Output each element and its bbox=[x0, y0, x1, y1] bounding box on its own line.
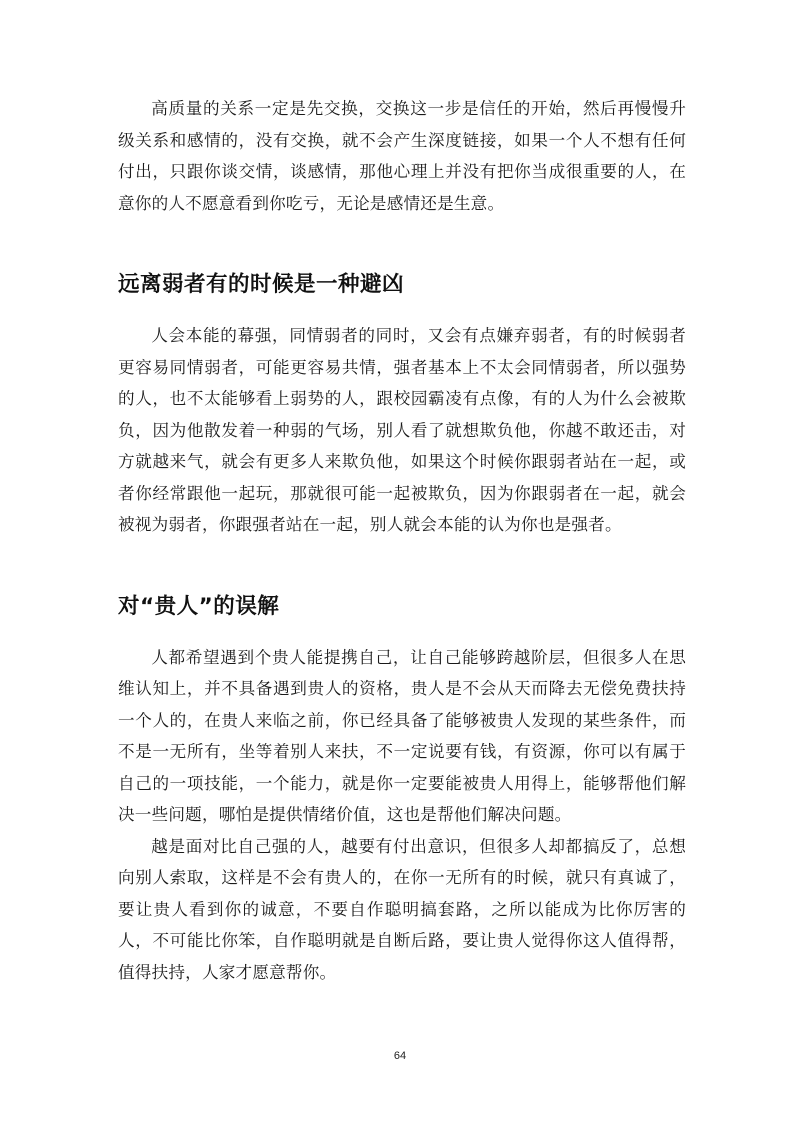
paragraph-benefactor-sincerity: 越是面对比自己强的人，越要有付出意识，但很多人却都搞反了，总想向别人索取，这样是不会有贵人的，在你一无所有的时候，就只有真诚了，要让贵人看到你的诚意，不要自作聪明搞套路，之所以能成为比你厉害的人，不可能比你笨，自作聪明就是自断后路，要让贵人觉得你这人值得帮，值得扶持，人家才愿意帮你。 bbox=[118, 836, 686, 982]
paragraph-weak-and-strong: 人会本能的幕强，同情弱者的同时，又会有点嫌弃弱者，有的时候弱者更容易同情弱者，可能更容易共情，强者基本上不太会同情弱者，所以强势的人，也不太能够看上弱势的人，跟校园霸凌有点像，有的人为什么会被欺负，因为他散发着一种弱的气场，别人看了就想欺负他，你越不敢还击，对方就越来气，就会有更多人来欺负他，如果这个时候你跟弱者站在一起，或者你经常跟他一起玩，那就很可能一起被欺负，因为你跟弱者在一起，就会被视为弱者，你跟强者站在一起，别人就会本能的认为你也是强者。 bbox=[118, 326, 686, 534]
section-heading-avoid-weak: 远离弱者有的时候是一种避凶 bbox=[118, 272, 405, 297]
paragraph-benefactor-conditions: 人都希望遇到个贵人能提携自己，让自己能够跨越阶层，但很多人在思维认知上，并不具备遇到贵人的资格，贵人是不会从天而降去无偿免费扶持一个人的，在贵人来临之前，你已经具备了能够被贵人发现的某些条件，而不是一无所有，坐等着别人来扶，不一定说要有钱，有资源，你可以有属于自己的一项技能，一个能力，就是你一定要能被贵人用得上，能够帮他们解决一些问题，哪怕是提供情绪价值，这也是帮他们解决问题。 bbox=[118, 647, 686, 824]
page-number: 64 bbox=[393, 1050, 407, 1062]
section-heading-benefactor: 对“贵人”的误解 bbox=[118, 593, 280, 619]
paragraph-relationship-exchange: 高质量的关系一定是先交换，交换这一步是信任的开始，然后再慢慢升级关系和感情的，没有交换，就不会产生深度链接，如果一个人不想有任何付出，只跟你谈交情，谈感情，那他心理上并没有把你当成很重要的人，在意你的人不愿意看到你吃亏，无论是感情还是生意。 bbox=[118, 99, 686, 213]
page-content bbox=[118, 93, 686, 988]
